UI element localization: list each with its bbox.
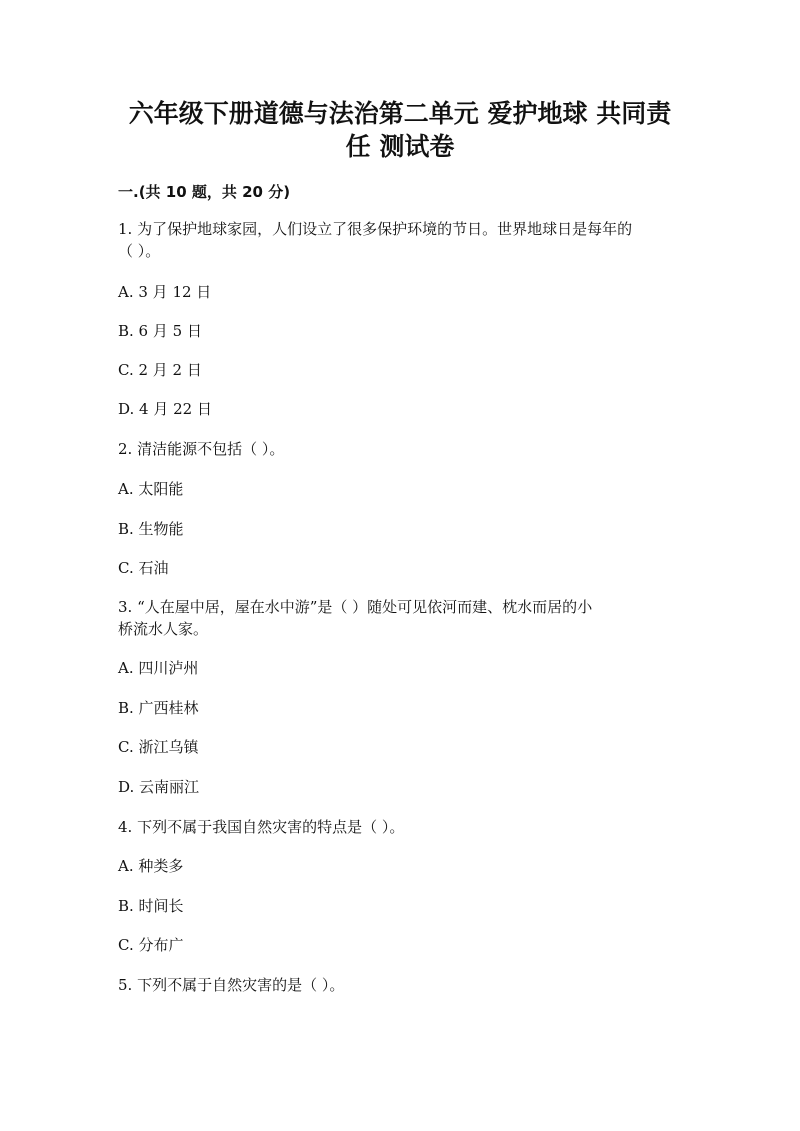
question-4-option-c: C. 分布广	[118, 936, 184, 954]
question-3-option-b: B. 广西桂林	[118, 699, 199, 717]
question-1-option-d: D. 4 月 22 日	[118, 400, 212, 418]
document-title-line-1: 六年级下册道德与法治第二单元 爱护地球 共同责	[128, 99, 672, 128]
document-title-line-2: 任 测试卷	[345, 132, 455, 161]
question-3-stem-line-2: 桥流水人家。	[118, 620, 209, 638]
section-heading: 一.(共 10 题，共 20 分)	[118, 183, 291, 201]
question-2-option-a: A. 太阳能	[118, 480, 184, 498]
question-1-option-c: C. 2 月 2 日	[118, 361, 202, 379]
question-1-option-b: B. 6 月 5 日	[118, 322, 202, 340]
question-4-stem: 4. 下列不属于我国自然灾害的特点是（ ）。	[118, 818, 405, 836]
question-1-stem-line-1: 1. 为了保护地球家园，人们设立了很多保护环境的节日。世界地球日是每年的	[118, 220, 633, 238]
question-4-option-b: B. 时间长	[118, 897, 184, 915]
question-5-stem: 5. 下列不属于自然灾害的是（ ）。	[118, 976, 345, 994]
question-1-option-a: A. 3 月 12 日	[118, 283, 212, 301]
question-4-option-a: A. 种类多	[118, 857, 184, 875]
question-2-option-c: C. 石油	[118, 559, 169, 577]
question-3-option-d: D. 云南丽江	[118, 778, 200, 796]
question-3-option-c: C. 浙江乌镇	[118, 738, 199, 756]
question-3-stem-line-1: 3. “人在屋中居，屋在水中游”是（ ）随处可见依河而建、枕水而居的小	[118, 598, 593, 616]
question-3-option-a: A. 四川泸州	[118, 659, 199, 677]
question-1-stem-line-2: （ ）。	[118, 242, 161, 260]
question-2-option-b: B. 生物能	[118, 520, 184, 538]
question-2-stem: 2. 清洁能源不包括（ ）。	[118, 440, 285, 458]
